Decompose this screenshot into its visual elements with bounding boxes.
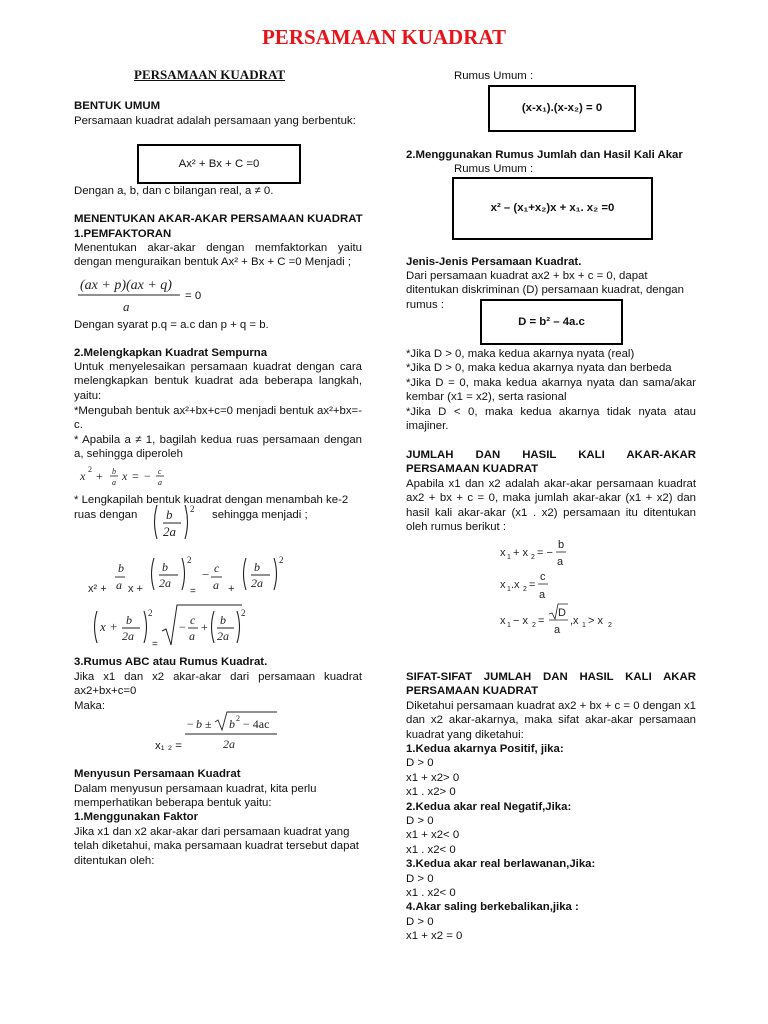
svg-text:1: 1 (507, 554, 511, 561)
svg-text:c: c (190, 613, 196, 627)
jenis-list (406, 347, 696, 433)
svg-text:x: x (100, 619, 106, 634)
svg-text:=: = (538, 615, 545, 627)
dengan-text: Dengan a, b, dan c bilangan real, a ≠ 0. (74, 185, 274, 197)
sifat-line: x1 + x2< 0 (406, 829, 460, 842)
sifat-line: D > 0 (406, 815, 434, 828)
jenis-item: *Jika D > 0, maka kedua akarnya nyata dan berbeda (406, 362, 672, 375)
svg-text:a: a (158, 478, 162, 487)
sifat-group-heading: 4.Akar saling berkebalikan,jika : (406, 901, 579, 914)
svg-text:c: c (158, 467, 162, 476)
factor-denominator: a (123, 299, 130, 314)
svg-text:b: b (162, 560, 168, 574)
jenis-item: *Jika D = 0, maka kedua akarnya nyata dan sama/akar kembar (x1 = x2), serta rasional (406, 376, 696, 404)
svg-text:a: a (554, 624, 561, 636)
divided-equation (80, 463, 190, 489)
factor-eq-tail: = 0 (185, 290, 202, 302)
completed-equation (88, 552, 288, 600)
faktor-text: Jika x1 dan x2 akar-akar dari persamaan kuadrat yang telah diketahui, maka persamaan kuadrat tersebut dapat ditentukan oleh: (74, 826, 359, 867)
svg-text:+ x: + x (513, 547, 528, 559)
svg-text:a: a (213, 578, 219, 592)
svg-text:=: = (190, 586, 196, 597)
jenis-heading: Jenis-Jenis Persamaan Kuadrat. (406, 256, 582, 268)
svg-text:= −: = − (537, 547, 553, 559)
svg-text:+: + (96, 469, 103, 483)
sifat-line: x1 . x2< 0 (406, 887, 456, 900)
svg-text:2: 2 (532, 622, 536, 629)
svg-text:=: = (529, 579, 536, 591)
sifat-line: x1 + x2> 0 (406, 771, 460, 784)
sifat-group-heading: 2.Kedua akar real Negatif,Jika: (406, 800, 572, 813)
pemfaktoran-heading: 1.PEMFAKTORAN (74, 228, 172, 240)
kuadrat-text3: * Apabila a ≠ 1, bagilah kedua ruas persamaan dengan a, sehingga diperoleh (74, 434, 362, 461)
svg-text:2: 2 (236, 714, 240, 723)
kuadrat-heading: 2.Melengkapkan Kuadrat Sempurna (74, 347, 268, 359)
svg-text:2: 2 (148, 608, 153, 618)
svg-text:−: − (202, 567, 210, 582)
sifat-line: x1 . x2> 0 (406, 786, 456, 799)
svg-text:b: b (112, 467, 116, 476)
svg-text:b: b (254, 560, 260, 574)
svg-text:b: b (196, 717, 202, 731)
svg-text:1: 1 (507, 586, 511, 593)
jenis-text: Dari persamaan kuadrat ax2 + bx + c = 0, dapat ditentukan diskriminan (D) persamaan kuadrat, dengan rumus : (406, 270, 684, 311)
vieta-formulas (498, 536, 622, 636)
sifat-line: D > 0 (406, 757, 434, 770)
rumus-umum-1: Rumus Umum : (454, 70, 534, 82)
svg-text:x: x (122, 469, 128, 483)
svg-text:2: 2 (531, 554, 535, 561)
svg-text:D: D (558, 607, 566, 619)
sifat-group-heading: 1.Kedua akarnya Positif, jika: (406, 743, 564, 755)
completing-term (152, 502, 196, 546)
svg-text:c: c (540, 571, 546, 583)
svg-text:x +: x + (128, 583, 143, 595)
kuadrat-text4c: sehingga menjadi ; (212, 509, 308, 521)
svg-text:2a: 2a (217, 629, 229, 643)
menyusun-text: Dalam menyusun persamaan kuadrat, kita perlu memperhatikan beberapa bentuk yaitu: (74, 783, 317, 810)
sifat-line: D > 0 (406, 915, 434, 928)
x12-label: x₁ ₂ = (155, 740, 182, 752)
sum-product-formula: x² – (x₁+x₂)x + x₁. x₂ =0 (490, 202, 615, 215)
svg-text:b: b (220, 613, 226, 627)
general-form-box (137, 144, 301, 184)
svg-text:−: − (144, 469, 151, 483)
sifat-line: x1 . x2< 0 (406, 843, 456, 856)
svg-text:+: + (201, 620, 208, 634)
pemfaktoran-text: Menentukan akar-akar dengan memfaktorkan yaitu dengan menguraikan bentuk Ax² + Bx + C =0 Menjadi ; (74, 242, 362, 269)
svg-text:x: x (500, 579, 506, 591)
factor-numerator: (ax + p)(ax + q) (80, 278, 172, 293)
svg-text:+: + (110, 619, 118, 634)
svg-text:2a: 2a (122, 629, 134, 643)
jhk-heading: JUMLAH DAN HASIL KALI AKAR-AKAR PERSAMAAN KUADRAT (406, 449, 696, 476)
kuadrat-text4b: ruas dengan (74, 509, 138, 521)
kuadrat-text1: Untuk menyelesaikan persamaan kuadrat dengan cara melengkapkan bentuk kuadrat ada beberapa langkah, yaitu: (74, 361, 362, 402)
abc-text: Jika x1 dan x2 akar-akar dari persamaan kuadrat ax2+bx+c=0 (74, 671, 362, 698)
faktor-heading: 1.Menggunakan Faktor (74, 811, 199, 823)
svg-text:− x: − x (513, 615, 528, 627)
factor-fraction (78, 272, 188, 314)
svg-text:> x: > x (588, 615, 603, 627)
svg-text:2: 2 (88, 465, 92, 474)
svg-text:x: x (80, 469, 86, 483)
svg-text:a: a (116, 578, 122, 592)
svg-text:x: x (500, 547, 506, 559)
svg-text:a: a (539, 589, 546, 601)
sifat-line: x1 + x2 = 0 (406, 930, 463, 943)
svg-text:b: b (229, 717, 235, 731)
discriminant-box (480, 299, 623, 345)
svg-text:1: 1 (582, 622, 586, 629)
square-root-equation (92, 603, 252, 651)
svg-text:a: a (112, 478, 116, 487)
jenis-item: *Jika D > 0, maka kedua akarnya nyata (real) (406, 348, 635, 360)
svg-text:2a: 2a (159, 576, 171, 590)
svg-text:±: ± (205, 717, 212, 731)
svg-text:=: = (152, 639, 158, 650)
abc-heading: 3.Rumus ABC atau Rumus Kuadrat. (74, 656, 268, 668)
svg-text:2: 2 (241, 608, 246, 618)
page-title: PERSAMAAN KUADRAT (261, 25, 507, 49)
sum-product-box (452, 177, 653, 240)
svg-text:2a: 2a (223, 737, 235, 751)
bentuk-umum-text: Persamaan kuadrat adalah persamaan yang berbentuk: (74, 115, 356, 127)
section-subtitle: PERSAMAAN KUADRAT (134, 67, 286, 82)
svg-text:+: + (228, 583, 235, 595)
quadratic-formula (183, 708, 283, 752)
maka-text: Maka: (74, 700, 106, 712)
syarat-text: Dengan syarat p.q = a.c dan p + q = b. (74, 319, 269, 331)
svg-text:a: a (557, 556, 564, 568)
kuadrat-text2: *Mengubah bentuk ax²+bx+c=0 menjadi bentuk ax²+bx=-c. (74, 405, 362, 432)
svg-text:2a: 2a (163, 524, 176, 539)
menyusun-heading: Menyusun Persamaan Kuadrat (74, 768, 241, 780)
factor-form-box (488, 85, 636, 132)
svg-text:=: = (132, 469, 139, 483)
svg-text:a: a (189, 629, 195, 643)
sifat-list (406, 742, 696, 944)
svg-text:b: b (126, 613, 132, 627)
bentuk-umum-heading: BENTUK UMUM (74, 100, 161, 112)
kuadrat-text4a: * Lengkapilah bentuk kuadrat dengan menambah ke-2 (74, 494, 349, 506)
discriminant-formula: D = b² – 4a.c (518, 315, 585, 328)
jenis-item: *Jika D < 0, maka kedua akarnya tidak nyata atau imajiner. (406, 405, 696, 433)
svg-text:2: 2 (187, 555, 192, 565)
svg-text:−: − (187, 717, 194, 731)
sifat-text: Diketahui persamaan kuadrat ax2 + bx + c = 0 dengan x1 dan x2 akar-akarnya, maka sifat akar-akar persamaan kuadrat yang diketahui: (406, 700, 696, 741)
general-form-formula: Ax² + Bx + C =0 (178, 157, 260, 170)
svg-text:2: 2 (190, 504, 195, 514)
jumlah-heading: 2.Menggunakan Rumus Jumlah dan Hasil Kali Akar (406, 149, 683, 161)
svg-text:1: 1 (507, 622, 511, 629)
menentukan-heading: MENENTUKAN AKAR-AKAR PERSAMAAN KUADRAT (74, 213, 363, 225)
sifat-line: D > 0 (406, 872, 434, 885)
factor-form-formula: (x-x₁).(x-x₂) = 0 (521, 102, 603, 115)
svg-text:b: b (558, 539, 565, 551)
svg-text:c: c (214, 561, 220, 575)
svg-text:−: − (179, 620, 186, 634)
svg-text:x² +: x² + (88, 583, 107, 595)
svg-text:2: 2 (608, 622, 612, 629)
svg-text:2: 2 (279, 555, 284, 565)
sifat-heading: SIFAT-SIFAT JUMLAH DAN HASIL KALI AKAR PERSAMAAN KUADRAT (406, 671, 696, 698)
rumus-umum-2: Rumus Umum : (454, 163, 534, 175)
svg-text:b: b (166, 507, 173, 522)
svg-text:2a: 2a (251, 576, 263, 590)
svg-text:.x: .x (511, 579, 520, 591)
svg-text:,x: ,x (570, 615, 579, 627)
jhk-text: Apabila x1 dan x2 adalah akar-akar persamaan kuadrat ax2 + bx + c = 0, maka jumlah akar-akar (x1 + x2) dan hasil kali akar-akar (x1 . x2) persamaan itu ditentukan oleh rumus berikut : (406, 478, 696, 534)
svg-text:x: x (500, 615, 506, 627)
svg-text:2: 2 (523, 586, 527, 593)
svg-text:b: b (118, 561, 124, 575)
sifat-group-heading: 3.Kedua akar real berlawanan,Jika: (406, 858, 596, 871)
svg-text:− 4ac: − 4ac (243, 717, 270, 731)
